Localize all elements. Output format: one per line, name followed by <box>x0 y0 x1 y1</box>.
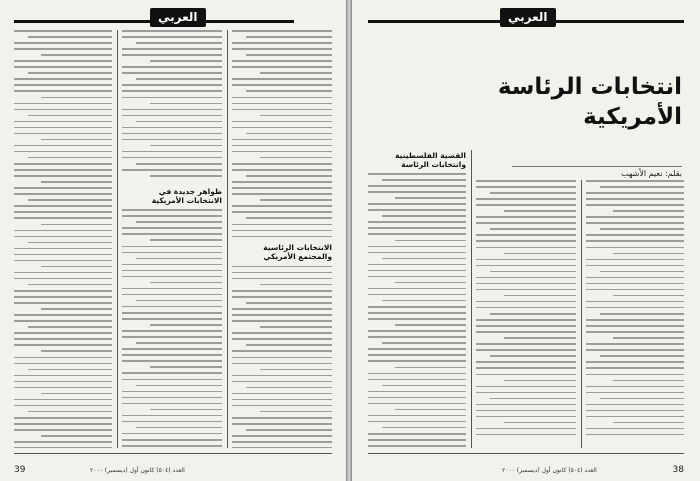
subheading-new-phenomena: ظواهر جديدة في الانتخابات الأمريكية <box>151 187 222 206</box>
article-title-line-2: الأمريكية <box>583 104 682 130</box>
sidebar-heading: القضية الفلسطينية وانتخابات الرئاسة <box>395 151 466 169</box>
text-column-2 <box>122 30 222 448</box>
page-number: 39 <box>14 465 26 475</box>
article-byline: بقلم: نعيم الأشهب <box>512 166 682 178</box>
column-divider <box>117 30 118 448</box>
right-page <box>352 0 700 481</box>
article-title <box>492 72 682 132</box>
left-page <box>0 0 347 481</box>
column-divider <box>581 180 582 448</box>
text-column-3 <box>232 30 332 448</box>
page-number: 38 <box>672 465 684 475</box>
column-divider <box>227 30 228 448</box>
footer-rule <box>368 453 684 454</box>
column-divider <box>471 150 472 448</box>
article-title-line-1: انتخابات الرئاسة <box>497 74 682 100</box>
text-column-1 <box>14 30 112 448</box>
sidebar-column <box>368 150 466 448</box>
subheading-elections-society: الانتخابات الرئاسية والمجتمع الأمريكي <box>232 241 332 263</box>
magazine-logo: العربي <box>500 8 556 27</box>
text-column-3 <box>586 180 684 448</box>
footer-rule <box>14 453 332 454</box>
text-column-2 <box>476 180 576 448</box>
issue-footer: العدد (٥٠٤) كانون أول (ديسمبر) ٢٠٠٠ <box>90 467 185 474</box>
magazine-logo: العربي <box>150 8 206 27</box>
issue-footer: العدد (٥٠٤) كانون أول (ديسمبر) ٢٠٠٠ <box>502 467 597 474</box>
